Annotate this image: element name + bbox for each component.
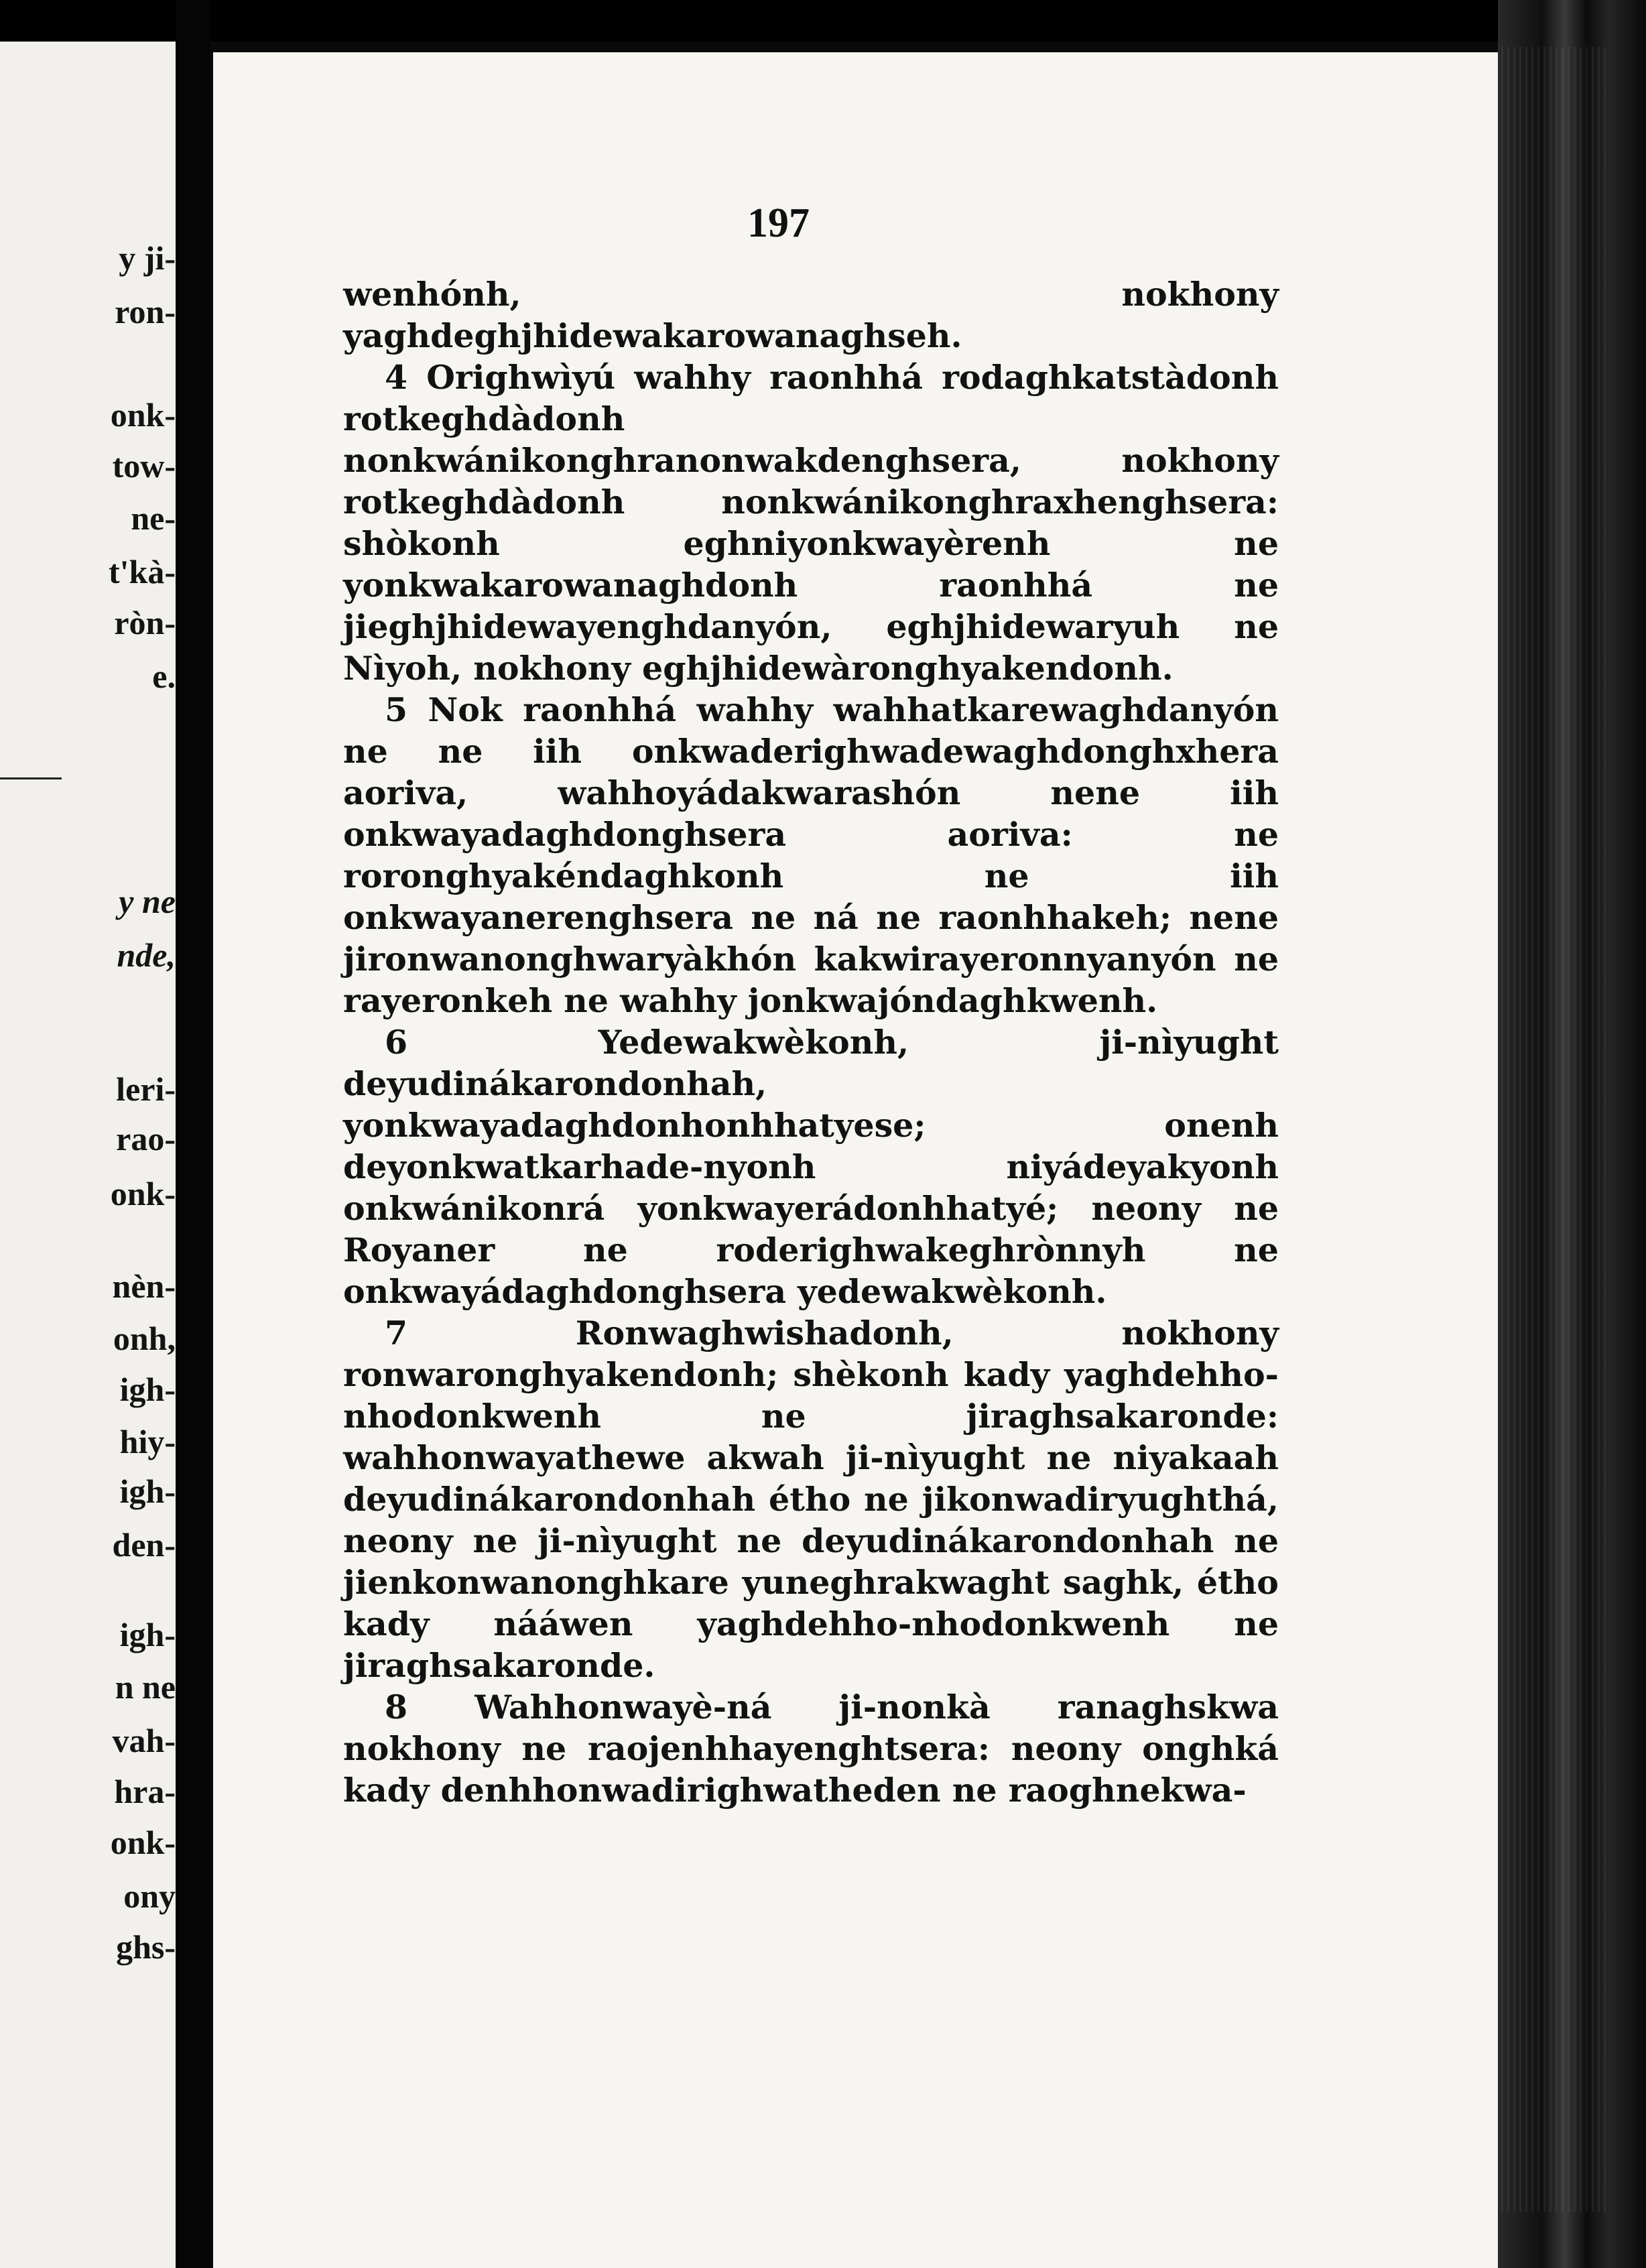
verse-8: 8 Wahhonwayè-ná ji-nonkà ranaghskwa nokhony ne raojenhhayenghtsera: neony onghká kady denhhonwadirighwatheden ne raoghnekwa- [343,1688,1279,1810]
verse-5: 5 Nok raonhhá wahhy wahhatkarewaghdanyón ne ne iih onkwaderighwadewaghdonghxhera aoriva, wahhoyádakwarashón nene iih onkwayadaghdonghsera aoriva: ne roronghyakéndaghkonh ne iih onkwayanerenghsera ne ná ne raonhhakeh; nene jironwanonghwaryàkhón kakwirayeronnyanyón ne rayeronkeh ne wahhy jonkwajóndaghkwenh. [343,690,1279,1020]
left-page-line: leri- [116,1070,176,1108]
left-page-line: igh- [119,1472,176,1510]
left-page-line: onk- [110,396,176,434]
left-page-line: ròn- [114,604,176,641]
left-page-line: e. [152,657,176,695]
top-dark-edge [0,0,1646,42]
left-page-line: onk- [110,1824,176,1861]
left-page-rule [0,777,62,779]
verse-4: 4 Orighwìyú wahhy raonhhá rodaghkatstàdonh rotkeghdàdonh nonkwánikonghranonwakdenghsera, nokhony rotkeghdàdonh nonkwánikonghraxhenghsera: shòkonh eghniyonkwayèrenh ne yonkwakarowanaghdonh raonhhá ne jieghjhidewayenghdanyón, eghjhidewaryuh ne Nìyoh, nokhony eghjhidewàronghyakendonh. [343,358,1279,688]
left-page-line: y ne [119,883,176,920]
left-page-line: onk- [110,1175,176,1212]
left-page-line: nde, [117,936,176,974]
left-page-line: onh, [113,1320,176,1357]
left-page-line: tow- [112,447,176,485]
left-page-line: hra- [114,1773,176,1810]
left-page-line: den- [112,1526,176,1564]
verse-6: 6 Yedewakwèkonh, ji-nìyught deyudinákarondonhah, yonkwayadaghdonhonhhatyese; onenh deyonkwatkarhade-nyonh niyádeyakyonh onkwánikonrá yonkwayerádonhhatyé; neony ne Royaner ne roderighwakeghrònnyh ne onkwayádaghdonghsera yedewakwèkonh. [343,1023,1279,1311]
left-page-line: hiy- [119,1423,176,1460]
left-page-line: ron- [115,293,176,330]
left-page-line: ony [123,1877,176,1915]
left-page-line: igh- [119,1616,176,1653]
page-number: 197 [747,200,810,246]
paragraph-continuation: wenhónh, nokhony yaghdeghjhidewakarowanaghseh. [343,275,1279,355]
left-page-line: ne- [131,499,176,537]
verse-7: 7 Ronwaghwishadonh, nokhony ronwaronghyakendonh; shèkonh kady yaghdehho-nhodonkwenh ne jiraghsakaronde: wahhonwayathewe akwah ji-nìyught ne niyakaah deyudinákarondonhah étho ne jikonwadiryughthá, neony ne ji-nìyught ne deyudinákarondonhah ne jienkonwanonghkare yuneghrakwaght saghk, étho kady nááwen yaghdehho-nhodonkwenh ne jiraghsakaronde. [343,1314,1279,1685]
left-page-line: t'kà- [109,553,176,590]
left-page-line: igh- [119,1371,176,1408]
page-body [343,273,1279,1811]
left-page-line: ghs- [116,1928,176,1966]
left-page-line: vah- [112,1722,176,1759]
previous-page-sliver [0,42,176,2268]
page-gutter [176,0,210,2268]
page-197 [213,52,1498,2268]
binding-page-edges [1501,47,1608,2212]
left-page-line: n ne [115,1668,176,1706]
left-page-line: y ji- [119,239,176,277]
left-page-line: rao- [116,1120,176,1157]
left-page-line: nèn- [112,1267,176,1305]
